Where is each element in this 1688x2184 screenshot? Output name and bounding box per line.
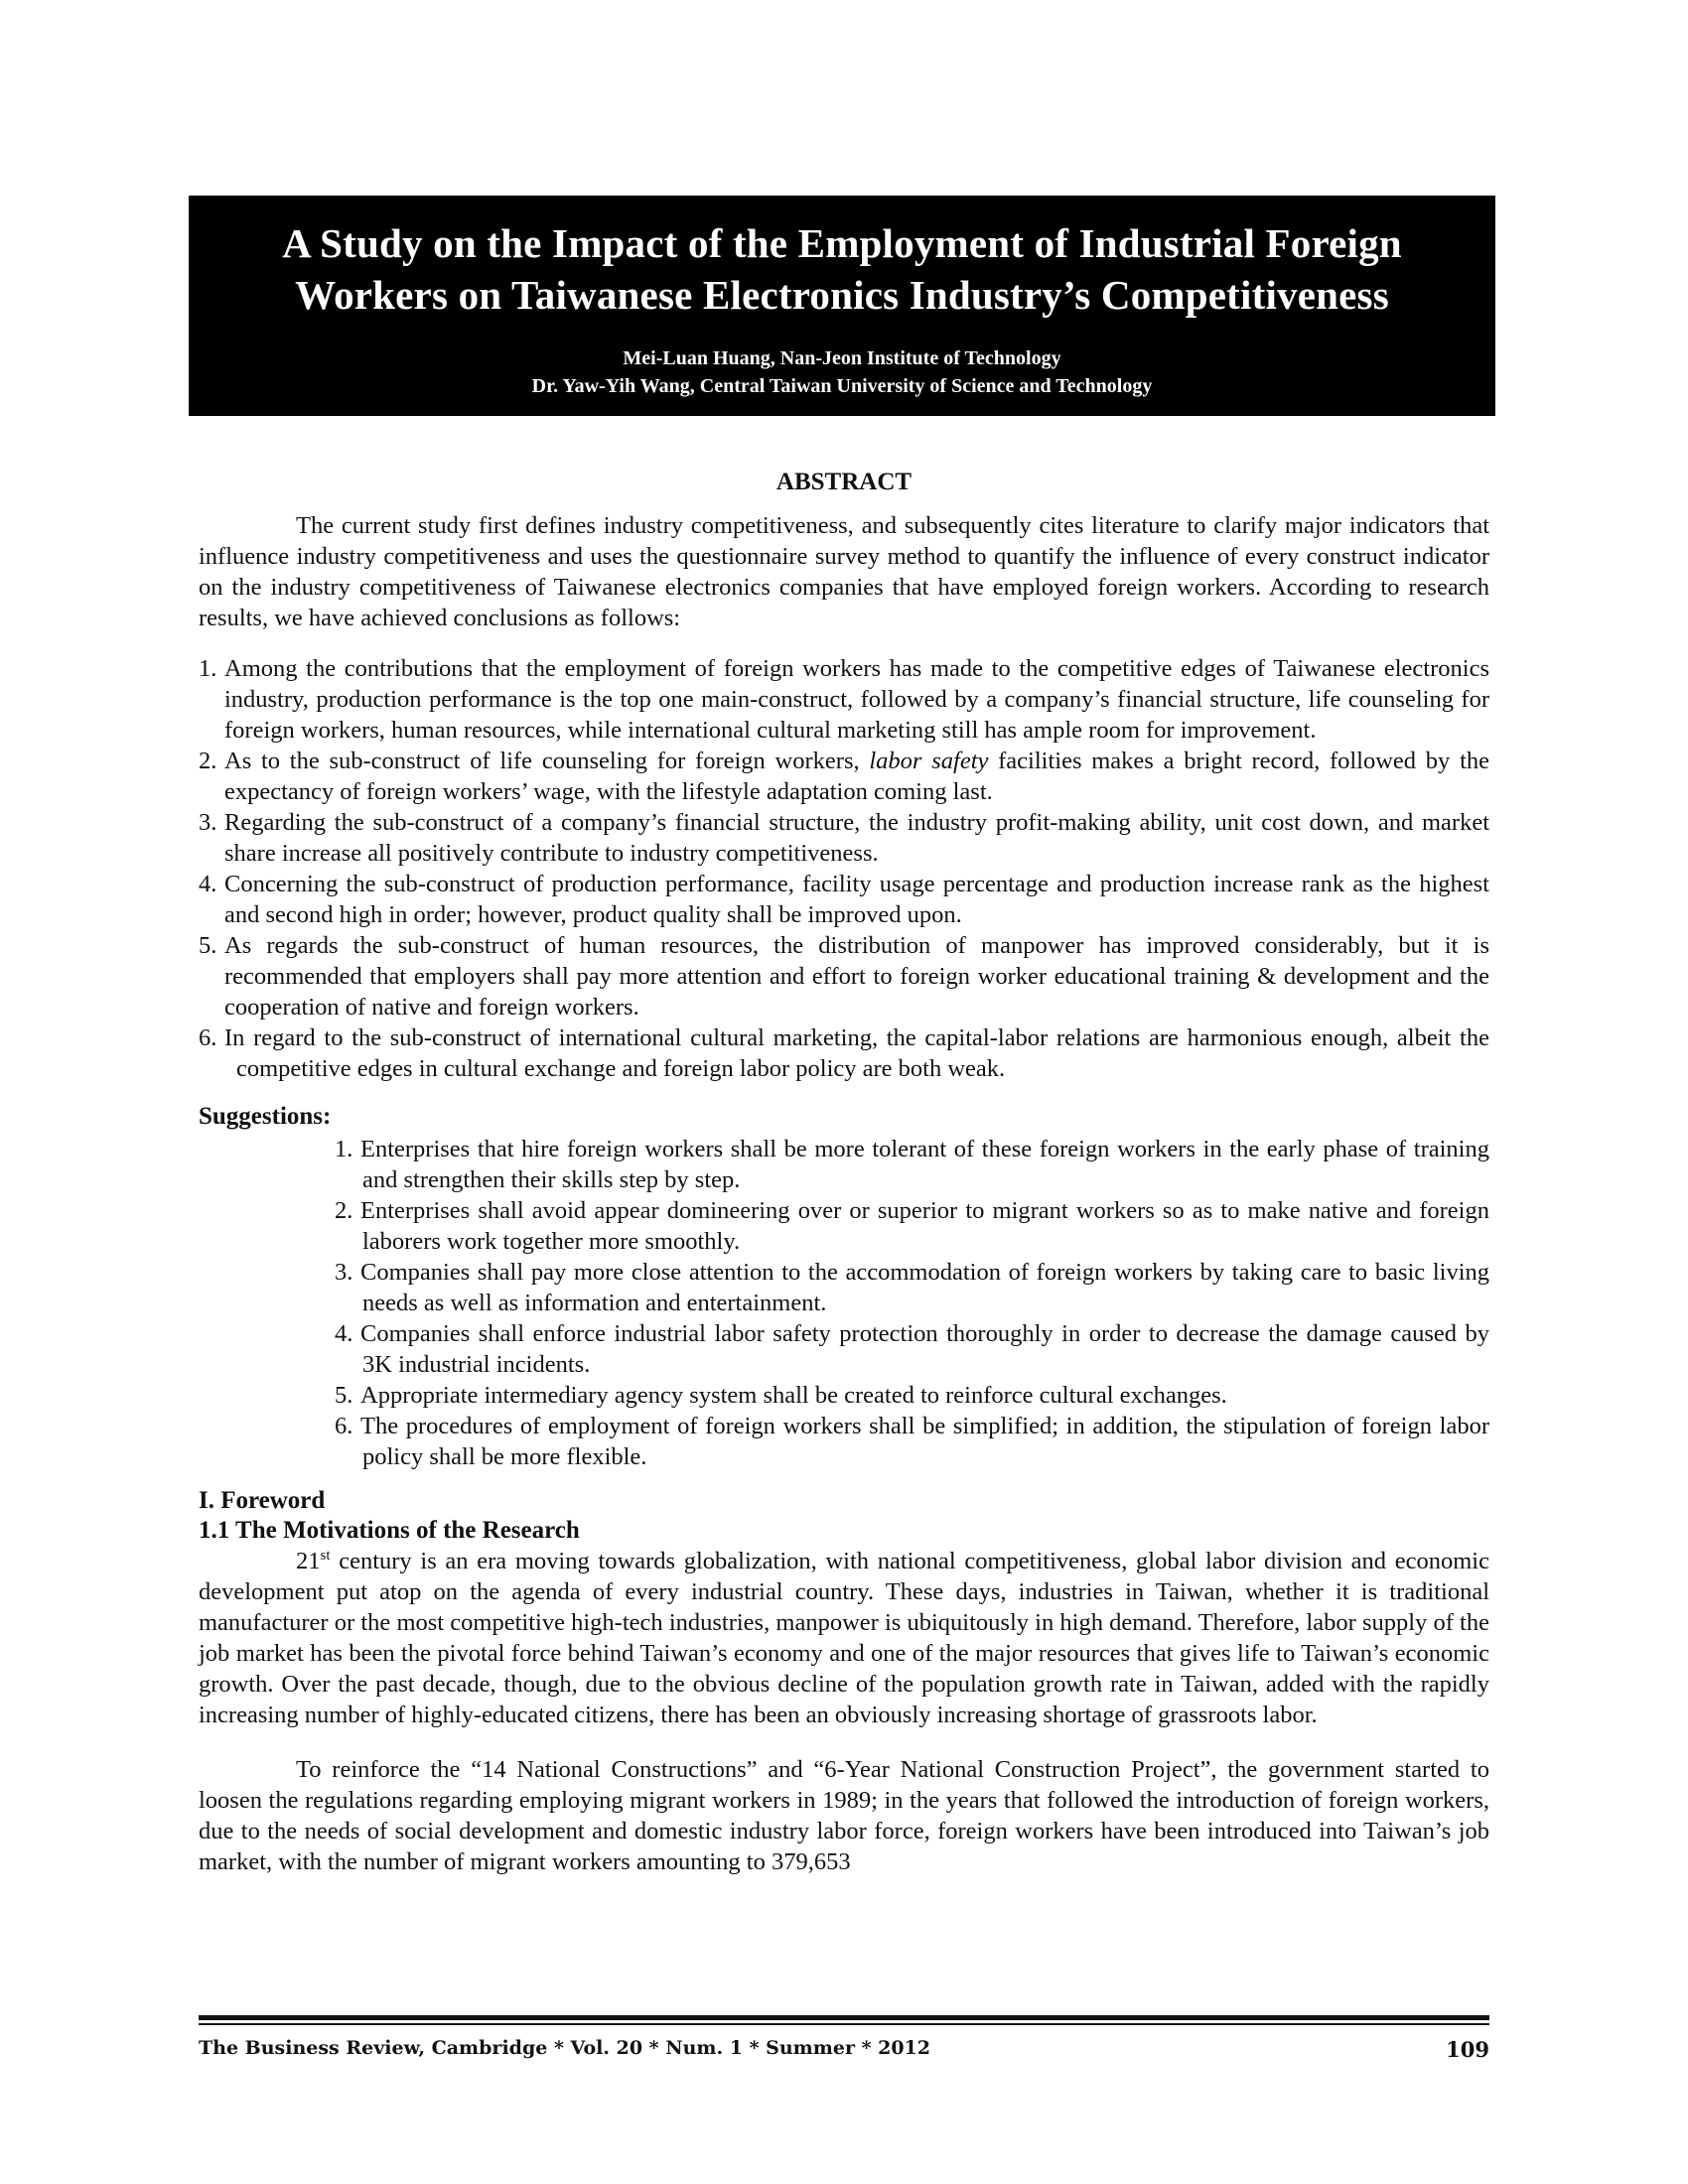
ordinal-superscript: st bbox=[320, 1547, 331, 1564]
finding-item: 3. Regarding the sub-construct of a company’s financial structure, the industry profit-making ability, unit cost down, and market share increase all positively contribute to industry competitiveness. bbox=[199, 809, 1489, 867]
author-list bbox=[189, 344, 1495, 400]
finding-item: 4. Concerning the sub-construct of production performance, facility usage percentage and production increase rank as the highest and second high in order; however, product quality shall be improved upon. bbox=[199, 871, 1489, 928]
abstract-heading: ABSTRACT bbox=[775, 469, 913, 495]
suggestions-list bbox=[323, 1134, 1489, 1472]
finding-item: 1. Among the contributions that the employment of foreign workers has made to the competitive edges of Taiwanese electronics industry, production performance is the top one main-construct, followed by a company’s financial structure, life counseling for foreign workers, human resources, while international cultural marketing still has ample room for improvement. bbox=[199, 655, 1489, 744]
section-heading-foreword: I. Foreword bbox=[199, 1487, 326, 1514]
suggestions-heading: Suggestions: bbox=[199, 1103, 332, 1130]
journal-citation: The Business Review, Cambridge * Vol. 20 * Num. 1 * Summer * 2012 bbox=[199, 2037, 931, 2059]
suggestion-item: 3. Companies shall pay more close attention to the accommodation of foreign workers by taking care to basic living needs as well as information and entertainment. bbox=[335, 1259, 1489, 1316]
finding-item: 5. As regards the sub-construct of human resources, the distribution of manpower has improved considerably, but it is recommended that employers shall pay more attention and effort to foreign worker educational training & development and the cooperation of native and foreign workers. bbox=[199, 932, 1489, 1021]
footer-rule-thick bbox=[199, 2015, 1489, 2020]
footer-rule-thin bbox=[199, 2023, 1489, 2025]
title-banner bbox=[189, 196, 1495, 416]
emphasis-text: labor safety bbox=[869, 748, 989, 774]
author-1: Mei-Luan Huang, Nan-Jeon Institute of Technology bbox=[623, 347, 1061, 369]
abstract-intro: The current study first defines industry competitiveness, and subsequently cites literature to clarify major indicators that influence industry competitiveness and uses the questionnaire survey method to quantify the influence of every construct indicator on the industry competitiveness of Taiwanese electronics companies that have employed foreign workers. According to research results, we have achieved conclusions as follows: bbox=[199, 512, 1489, 631]
suggestion-item: 5. Appropriate intermediary agency system shall be created to reinforce cultural exchanges. bbox=[335, 1382, 1227, 1409]
findings-list bbox=[199, 653, 1489, 1084]
suggestion-item: 4. Companies shall enforce industrial labor safety protection thoroughly in order to decrease the damage caused by 3K industrial incidents. bbox=[335, 1320, 1489, 1378]
suggestion-item: 1. Enterprises that hire foreign workers shall be more tolerant of these foreign workers in the early phase of training and strengthen their skills step by step. bbox=[335, 1136, 1489, 1193]
finding-item: 2. As to the sub-construct of life counseling for foreign workers, labor safety facilities makes a bright record, followed by the expectancy of foreign workers’ wage, with the lifestyle adaptation coming last. bbox=[199, 748, 1489, 805]
main-content bbox=[199, 467, 1489, 1877]
author-2: Dr. Yaw-Yih Wang, Central Taiwan University of Science and Technology bbox=[531, 375, 1153, 397]
foreword-paragraph-2: To reinforce the “14 National Constructions” and “6-Year National Construction Project”, the government started to loosen the regulations regarding employing migrant workers in 1989; in the years that followed the introduction of foreign workers, due to the needs of social development and domestic industry labor force, foreign workers have been introduced into Taiwan’s job market, with the number of migrant workers amounting to 379,653 bbox=[199, 1756, 1489, 1875]
suggestion-item: 2. Enterprises shall avoid appear domineering over or superior to migrant workers so as to make native and foreign laborers work together more smoothly. bbox=[335, 1197, 1489, 1255]
foreword-paragraph-1: 21st century is an era moving towards globalization, with national competitiveness, global labor division and economic development put atop on the agenda of every industrial country. These days, industries in Taiwan, whether it is traditional manufacturer or the most competitive high-tech industries, manpower is ubiquitously in high demand. Therefore, labor supply of the job market has been the pivotal force behind Taiwan’s economy and one of the major resources that gives life to Taiwan’s economic growth. Over the past decade, though, due to the obvious decline of the population growth rate in Taiwan, added with the rapidly increasing number of highly-educated citizens, there has been an obviously increasing shortage of grassroots labor. bbox=[199, 1547, 1489, 1728]
suggestion-item: 6. The procedures of employment of foreign workers shall be simplified; in addition, the stipulation of foreign labor policy shall be more flexible. bbox=[335, 1413, 1489, 1470]
subsection-heading-motivations: 1.1 The Motivations of the Research bbox=[199, 1517, 580, 1544]
paper-title-line-2: Workers on Taiwanese Electronics Industry’s Competitiveness bbox=[295, 272, 1389, 318]
finding-item: 6. In regard to the sub-construct of international cultural marketing, the capital-labor relations are harmonious enough, albeit the competitive edges in cultural exchange and foreign labor policy are both weak. bbox=[199, 1024, 1489, 1082]
page-number: 109 bbox=[1446, 2037, 1489, 2062]
paper-title-line-1: A Study on the Impact of the Employment of Industrial Foreign bbox=[282, 220, 1402, 266]
paragraph-gap bbox=[199, 1730, 1489, 1754]
